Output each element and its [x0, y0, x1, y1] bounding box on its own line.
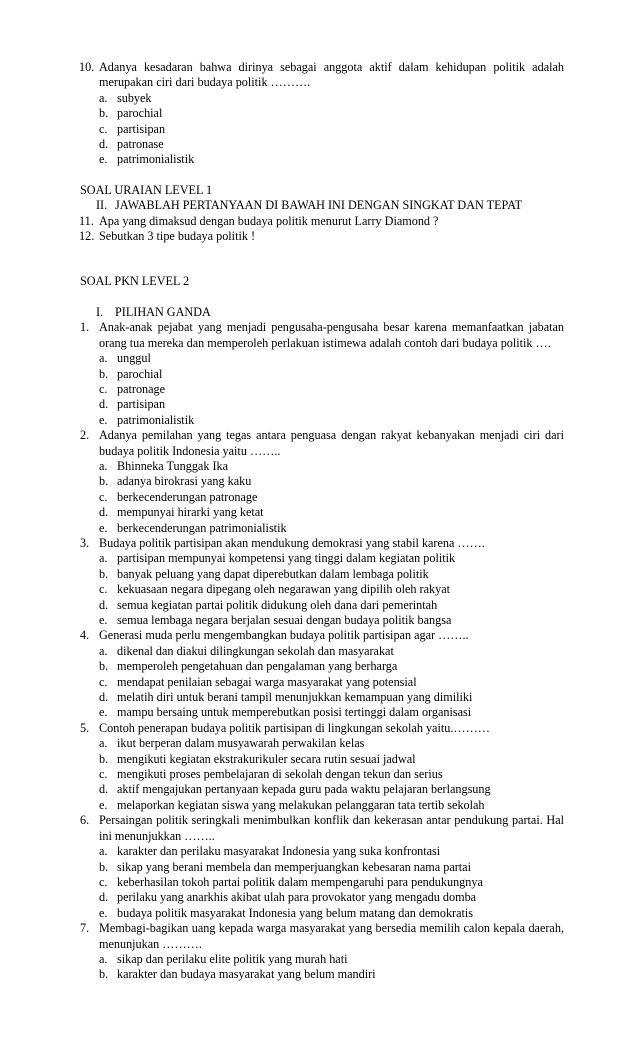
option-a: a. Bhinneka Tunggak Ika [99, 458, 229, 473]
option-text: subyek [117, 90, 152, 105]
option-text: partisipan [117, 121, 166, 136]
option-d: d. semua kegiatan partai politik didukung oleh dana dari pemerintah [99, 597, 438, 612]
option-c: c. mengikuti proses pembelajaran di sekolah dengan tekun dan serius [99, 767, 443, 782]
option-a [99, 91, 564, 106]
option-d: d. partisipan [99, 397, 166, 412]
question-text: Sebutkan 3 tipe budaya politik ! [99, 229, 256, 244]
option-c: c. berkecenderungan patronage [99, 489, 258, 504]
section-number: II. [96, 198, 108, 213]
option-b: b. karakter dan budaya masyarakat yang belum mandiri [99, 967, 376, 982]
option-a: a. ikut berperan dalam musyawarah perwakilan kelas [99, 736, 365, 751]
option-b [99, 106, 564, 121]
question-text: Adanya pemilahan yang tegas antara penguasa dengan rakyat kebanyakan menjadi ciri dari budaya politik Indonesia yaitu …….. [99, 428, 564, 458]
option-e: e. mampu bersaing untuk memperebutkan posisi tertinggi dalam organisasi [99, 705, 472, 720]
question-text: Budaya politik partisipan akan mendukung demokrasi yang stabil karena ……. [99, 535, 485, 550]
question-text: Membagi-bagikan uang kepada warga masyarakat yang bersedia memilih calon kepala daerah, menunjukan ………. [99, 921, 564, 951]
option-letter: d. [99, 137, 109, 152]
option-c: c. mendapat penilaian sebagai warga masyarakat yang potensial [99, 674, 417, 689]
level2-question-list [80, 320, 564, 982]
question-number: 7. [80, 921, 90, 936]
section-title: JAWABLAH PERTANYAAN DI BAWAH INI DENGAN SINGKAT DAN TEPAT [115, 198, 523, 213]
question-11 [80, 214, 564, 229]
question-text: Contoh penerapan budaya politik partisipan di lingkungan sekolah yaitu.……… [99, 720, 490, 735]
option-b: b. parochial [99, 366, 163, 381]
option-text: patronase [117, 137, 164, 152]
option-b: b. memperoleh pengetahuan dan pengalaman yang berharga [99, 659, 398, 674]
question-1 [80, 320, 564, 428]
option-b: b. sikap yang berani membela dan memperjuangkan kebesaran nama partai [99, 859, 471, 874]
option-d: d. mempunyai hirarki yang ketat [99, 505, 264, 520]
question-number: 10. [79, 60, 95, 74]
option-a: a. sikap dan perilaku elite politik yang murah hati [99, 951, 348, 966]
question-number: 4. [80, 628, 90, 643]
option-letter: e. [99, 152, 108, 167]
question-text: Persaingan politik seringkali menimbulkan konflik dan kekerasan antar pendukung partai. Hal ini menunjukkan …….. [99, 813, 564, 843]
question-number: 2. [80, 428, 90, 443]
option-a: a. partisipan mempunyai kompetensi yang tinggi dalam kegiatan politik [99, 551, 456, 566]
question-number: 6. [80, 813, 90, 828]
question-10-options [80, 91, 564, 168]
question-5 [80, 721, 564, 813]
level2-heading: SOAL PKN LEVEL 2 [80, 274, 190, 289]
section-title: PILIHAN GANDA [115, 304, 211, 319]
question-number: 11. [79, 213, 94, 228]
option-text: patrimonialistik [117, 152, 195, 167]
question-10 [80, 60, 564, 91]
option-letter: c. [99, 121, 108, 136]
option-b: b. banyak peluang yang dapat diperebutkan dalam lembaga politik [99, 566, 429, 581]
section-number: I. [96, 304, 104, 319]
option-letter: a. [99, 90, 108, 105]
option-e: e. semua lembaga negara berjalan sesuai dengan budaya politik bangsa [99, 613, 452, 627]
question-12 [80, 229, 564, 244]
option-c: c. patronage [99, 381, 166, 396]
question-number: 1. [80, 320, 90, 335]
essay-heading: SOAL URAIAN LEVEL 1 [80, 182, 213, 197]
question-text: Adanya kesadaran bahwa dirinya sebagai anggota aktif dalam kehidupan politik adalah merupakan ciri dari budaya politik ………. [99, 60, 564, 90]
option-d [99, 137, 564, 152]
option-c [99, 122, 564, 137]
option-letter: b. [99, 106, 109, 121]
question-text: Generasi muda perlu mengembangkan budaya politik partisipan agar …….. [99, 628, 469, 643]
option-e: e. berkecenderungan patrimonialistik [99, 520, 287, 535]
option-c: c. kekuasaan negara dipegang oleh negarawan yang dipilih oleh rakyat [99, 582, 450, 597]
question-6 [80, 813, 564, 921]
question-4 [80, 628, 564, 720]
option-a: a. unggul [99, 351, 151, 366]
option-a: a. dikenal dan diakui dilingkungan sekolah dan masyarakat [99, 643, 394, 658]
option-a: a. karakter dan perilaku masyarakat Indonesia yang suka konfrontasi [99, 844, 441, 859]
option-e: e. budaya politik masyarakat Indonesia yang belum matang dan demokratis [99, 905, 474, 920]
option-e: e. melaporkan kegiatan siswa yang melakukan pelanggaran tata tertib sekolah [99, 797, 485, 812]
option-e [99, 152, 564, 167]
option-b: b. mengikuti kegiatan ekstrakurikuler secara rutin sesuai jadwal [99, 751, 416, 766]
option-d: d. aktif mengajukan pertanyaan kepada guru pada waktu pelajaran berlangsung [99, 782, 491, 797]
question-7 [80, 921, 564, 983]
option-d: d. melatih diri untuk berani tampil menunjukkan kemampuan yang dimiliki [99, 690, 473, 705]
level2-section-title [80, 305, 564, 320]
essay-section-title [80, 198, 564, 213]
question-number: 3. [80, 535, 90, 550]
question-text: Anak-anak pejabat yang menjadi pengusaha-pengusaha besar karena memanfaatkan jabatan orang tua mereka dan memperoleh perlakuan istimewa adalah contoh dari budaya politik …. [99, 320, 564, 350]
option-b: b. adanya birokrasi yang kaku [99, 474, 252, 489]
question-text: Apa yang dimaksud dengan budaya politik menurut Larry Diamond ? [99, 213, 439, 228]
option-c: c. keberhasilan tokoh partai politik dalam mempengaruhi para pendukungnya [99, 874, 483, 889]
option-e: e. patrimonialistik [99, 412, 195, 427]
question-3 [80, 536, 564, 628]
question-2 [80, 428, 564, 536]
option-text: parochial [117, 106, 163, 121]
option-d: d. perilaku yang anarkhis akibat ulah para provokator yang mengadu domba [99, 890, 477, 905]
question-number: 5. [80, 720, 90, 735]
question-number: 12. [79, 229, 95, 244]
